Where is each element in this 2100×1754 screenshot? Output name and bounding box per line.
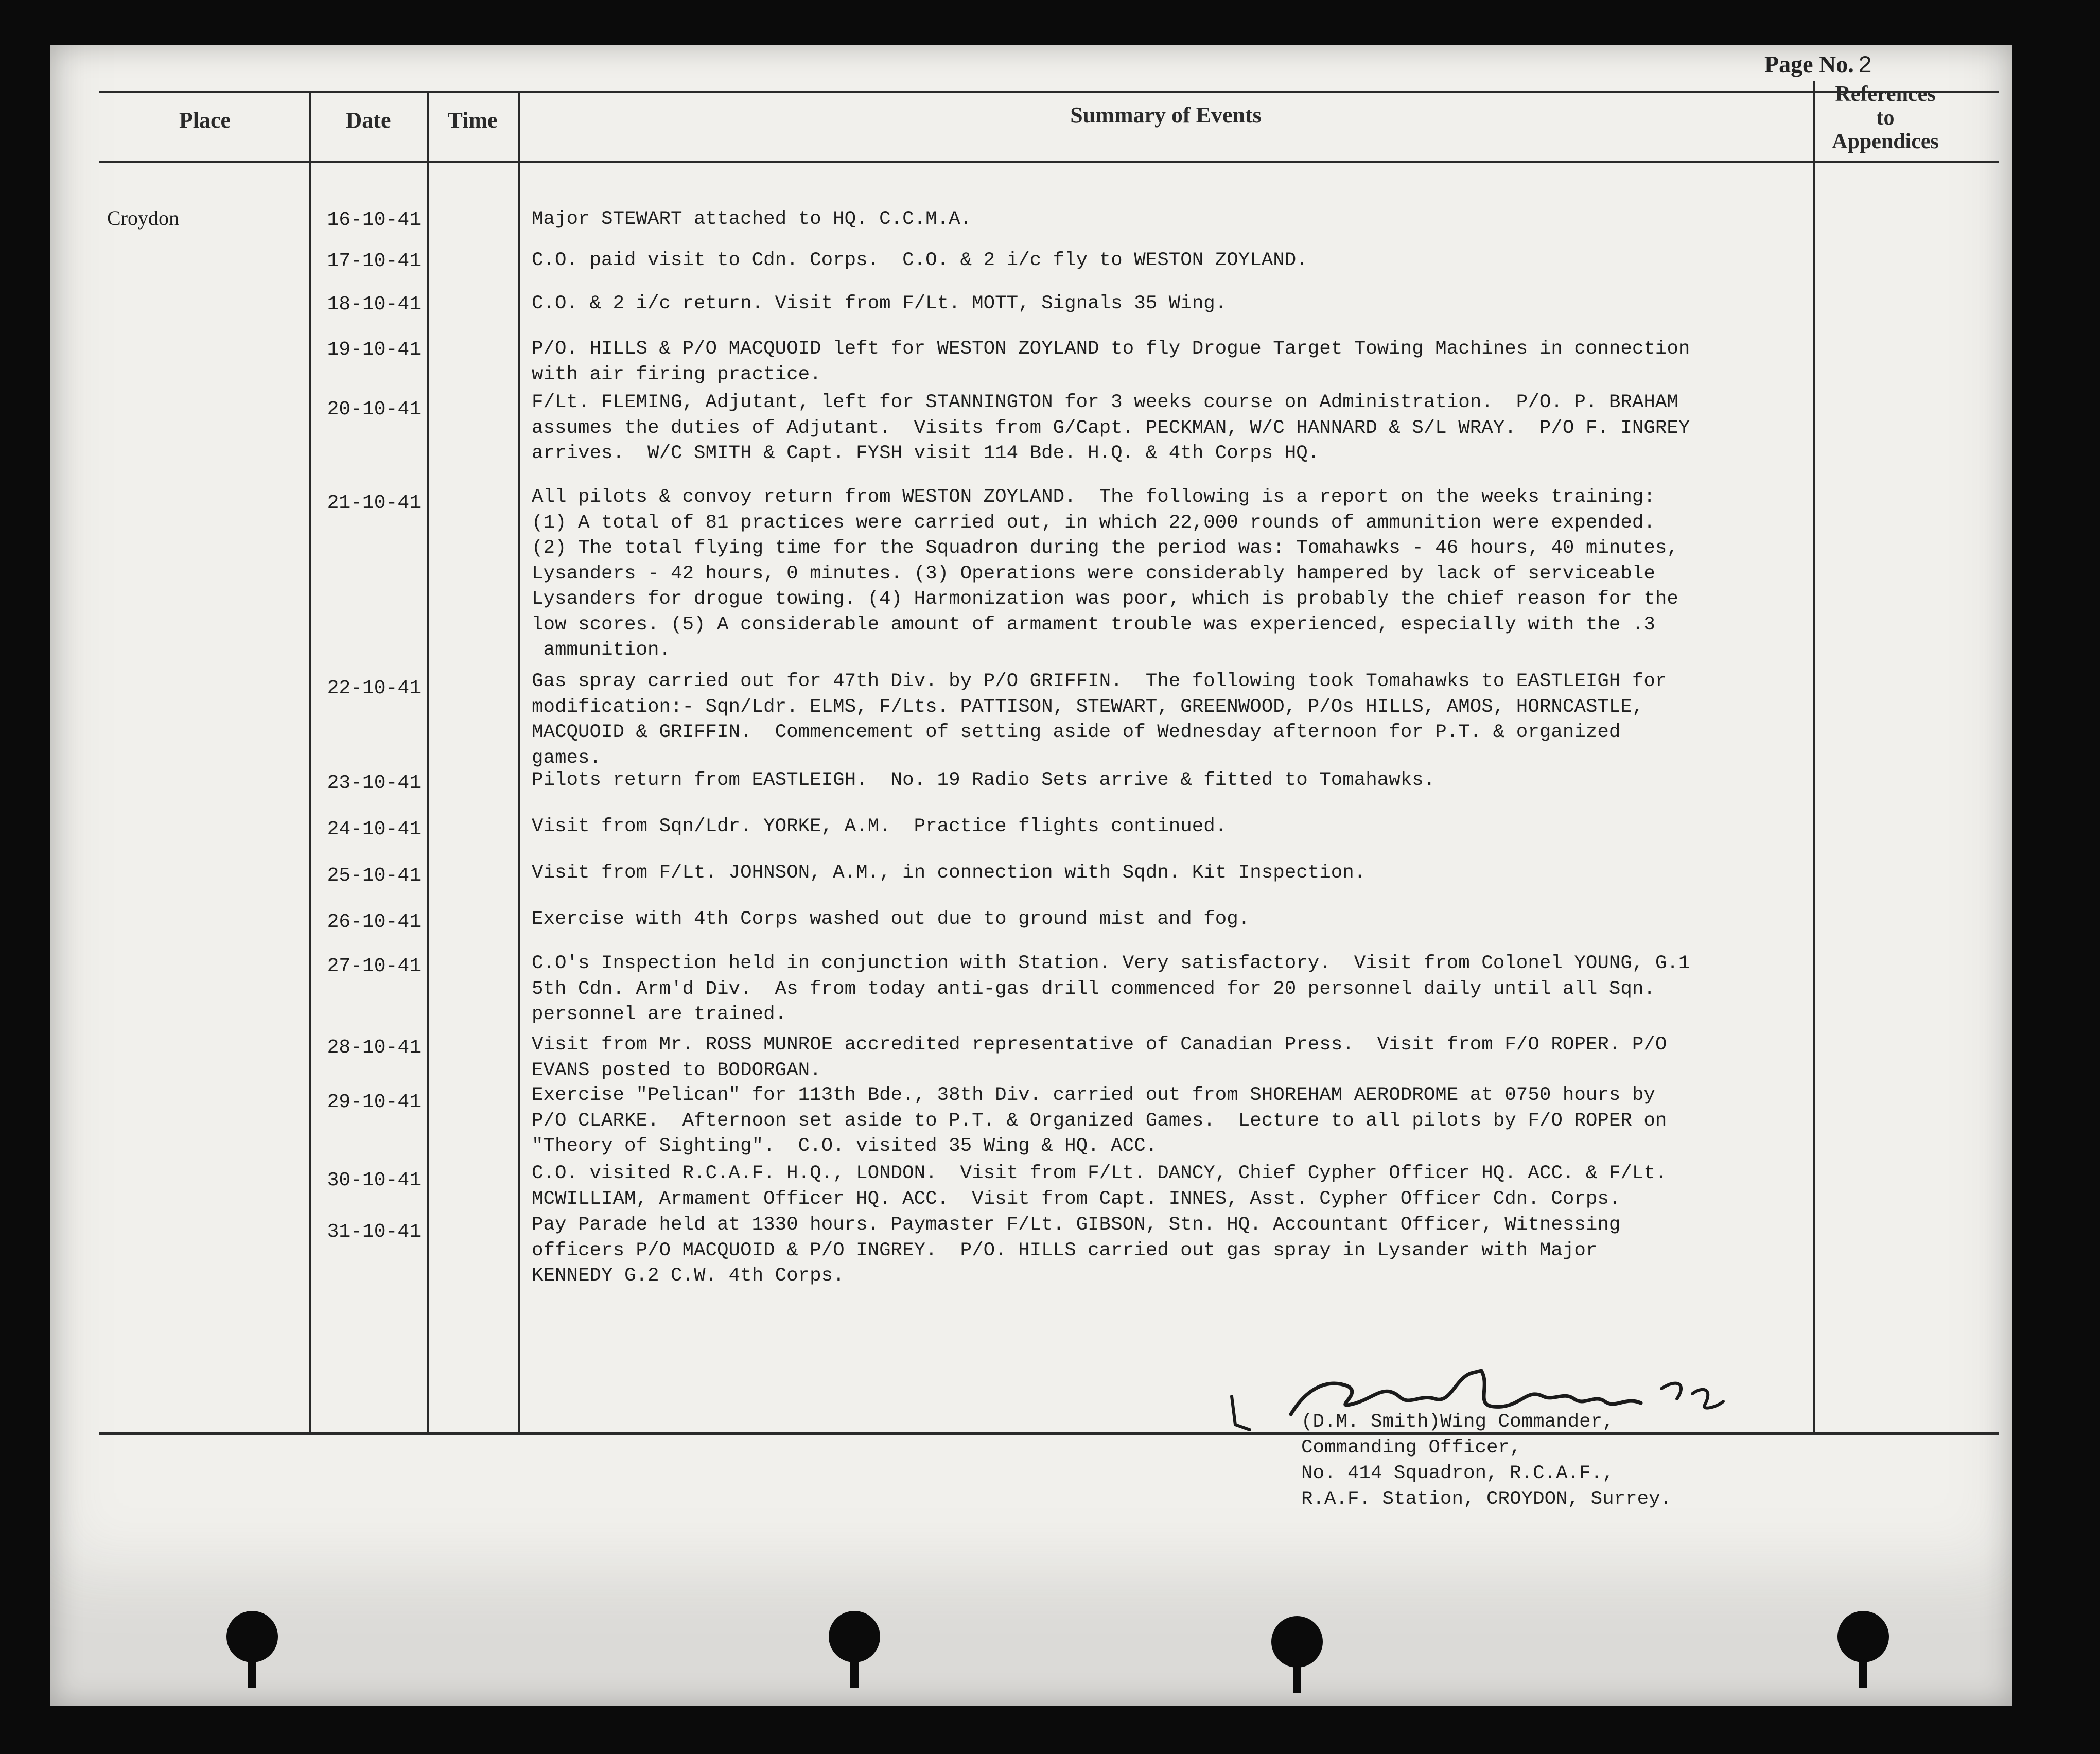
event-entry: F/Lt. FLEMING, Adjutant, left for STANNINGTON for 3 weeks course on Administration. P/O. P. BRAHAM assumes the duties of Adjutant. Visits from G/Capt. PECKMAN, W/C HANNARD & S/L WRAY. P/O F. INGREY arrives. W/C SMITH & Capt. FYSH visit 114 Bde. H.Q. & 4th Corps HQ. [532, 392, 1690, 464]
column-divider-date-time [427, 92, 429, 1435]
date-cell: 18-10-41 [327, 293, 421, 315]
date-cell: 22-10-41 [327, 677, 421, 699]
header-references: References to Appendices [1832, 82, 1939, 153]
date-cell: 29-10-41 [327, 1091, 421, 1113]
punch-hole [1271, 1616, 1323, 1668]
event-entry: C.O's Inspection held in conjunction with Station. Very satisfactory. Visit from Colonel YOUNG, G.1 5th Cdn. Arm'd Div. As from today anti-gas drill commenced for 20 personnel daily until all Sqn. personnel are trained. [532, 953, 1690, 1025]
event-entry: Gas spray carried out for 47th Div. by P/O GRIFFIN. The following took Tomahawks to EASTLEIGH for modification:- Sqn/Ldr. ELMS, F/Lts. PATTISON, STEWART, GREENWOOD, P/Os HILLS, AMOS, HORNCASTLE, MACQUOID & GRIFFIN. Commencement of setting aside of Wednesday afternoon for P.T. & organized games. [532, 671, 1667, 769]
header-rule [99, 161, 1999, 163]
header-time: Time [447, 108, 498, 133]
event-entry: C.O. visited R.C.A.F. H.Q., LONDON. Visit from F/Lt. DANCY, Chief Cypher Officer HQ. ACC. & F/Lt. MCWILLIAM, Armament Officer HQ. ACC. Visit from Capt. INNES, Asst. Cypher Officer Cdn. Corps. [532, 1163, 1667, 1210]
date-cell: 27-10-41 [327, 955, 421, 977]
date-cell: 20-10-41 [327, 398, 421, 420]
date-cell: 31-10-41 [327, 1221, 421, 1243]
event-entry: C.O. paid visit to Cdn. Corps. C.O. & 2 i/c fly to WESTON ZOYLAND. [532, 250, 1308, 271]
place-cell: Croydon [107, 206, 179, 230]
punch-hole [226, 1611, 278, 1662]
war-diary-page [50, 45, 2012, 1706]
header-summary: Summary of Events [1070, 102, 1262, 128]
event-entry: P/O. HILLS & P/O MACQUOID left for WESTON ZOYLAND to fly Drogue Target Towing Machines in connection with air firing practice. [532, 338, 1690, 385]
event-entry: Exercise with 4th Corps washed out due to ground mist and fog. [532, 908, 1250, 930]
event-entry: Exercise "Pelican" for 113th Bde., 38th Div. carried out from SHOREHAM AERODROME at 0750 hours by P/O CLARKE. Afternoon set aside to P.T. & Organized Games. Lecture to all pilots by F/O ROPER on "Theory of Sighting". C.O. visited 35 Wing & HQ. ACC. [532, 1084, 1667, 1157]
pen-mark [1224, 1394, 1255, 1435]
page-number-value: 2 [1858, 52, 1872, 79]
date-cell: 23-10-41 [327, 772, 421, 794]
event-entry: C.O. & 2 i/c return. Visit from F/Lt. MOTT, Signals 35 Wing. [532, 293, 1227, 314]
event-entry: Visit from Sqn/Ldr. YORKE, A.M. Practice flights continued. [532, 816, 1227, 837]
bottom-rule [99, 1432, 1999, 1435]
event-entry: Pay Parade held at 1330 hours. Paymaster F/Lt. GIBSON, Stn. HQ. Accountant Officer, Witnessing officers P/O MACQUOID & P/O INGREY. P/O. HILLS carried out gas spray in Lysander with Major KENNEDY G.2 C.W. 4th Corps. [532, 1214, 1621, 1287]
signature-block: (D.M. Smith)Wing Commander, Commanding Officer, No. 414 Squadron, R.C.A.F., R.A.F. Station, CROYDON, Surrey. [1301, 1411, 1672, 1510]
date-cell: 26-10-41 [327, 911, 421, 933]
date-cell: 28-10-41 [327, 1037, 421, 1059]
column-divider-place-date [309, 92, 311, 1435]
date-cell: 19-10-41 [327, 339, 421, 361]
date-cell: 16-10-41 [327, 209, 421, 231]
date-cell: 17-10-41 [327, 250, 421, 272]
page-number [1764, 50, 1872, 79]
punch-hole [829, 1611, 880, 1662]
column-divider-time-summary [518, 92, 520, 1435]
event-entry: Visit from F/Lt. JOHNSON, A.M., in connection with Sqdn. Kit Inspection. [532, 862, 1366, 884]
header-date: Date [345, 108, 391, 133]
header-place: Place [179, 108, 231, 133]
punch-hole [1837, 1611, 1889, 1662]
event-entry: Pilots return from EASTLEIGH. No. 19 Radio Sets arrive & fitted to Tomahawks. [532, 769, 1436, 791]
date-cell: 30-10-41 [327, 1169, 421, 1191]
date-cell: 21-10-41 [327, 492, 421, 514]
date-cell: 25-10-41 [327, 865, 421, 887]
date-cell: 24-10-41 [327, 818, 421, 840]
event-entry: Visit from Mr. ROSS MUNROE accredited representative of Canadian Press. Visit from F/O ROPER. P/O EVANS posted to BODORGAN. [532, 1034, 1667, 1081]
event-entry: Major STEWART attached to HQ. C.C.M.A. [532, 208, 972, 230]
page-number-label: Page No. [1764, 51, 1854, 77]
top-rule [99, 91, 1999, 93]
event-entry: All pilots & convoy return from WESTON ZOYLAND. The following is a report on the weeks training: (1) A total of 81 practices were carried out, in which 22,000 rounds of ammunition were expended. (2) The total flying time for the Squadron during the period was: Tomahawks - 46 hours, 40 minutes, Lysanders - 42 hours, 0 minutes. (3) Operations were considerably hampered by lack of serviceable Lysanders for drogue towing. (4) Harmonization was poor, which is probably the chief reason for the low scores. (5) A considerable amount of armament trouble was experienced, especially with the .3 ammunition. [532, 486, 1678, 661]
